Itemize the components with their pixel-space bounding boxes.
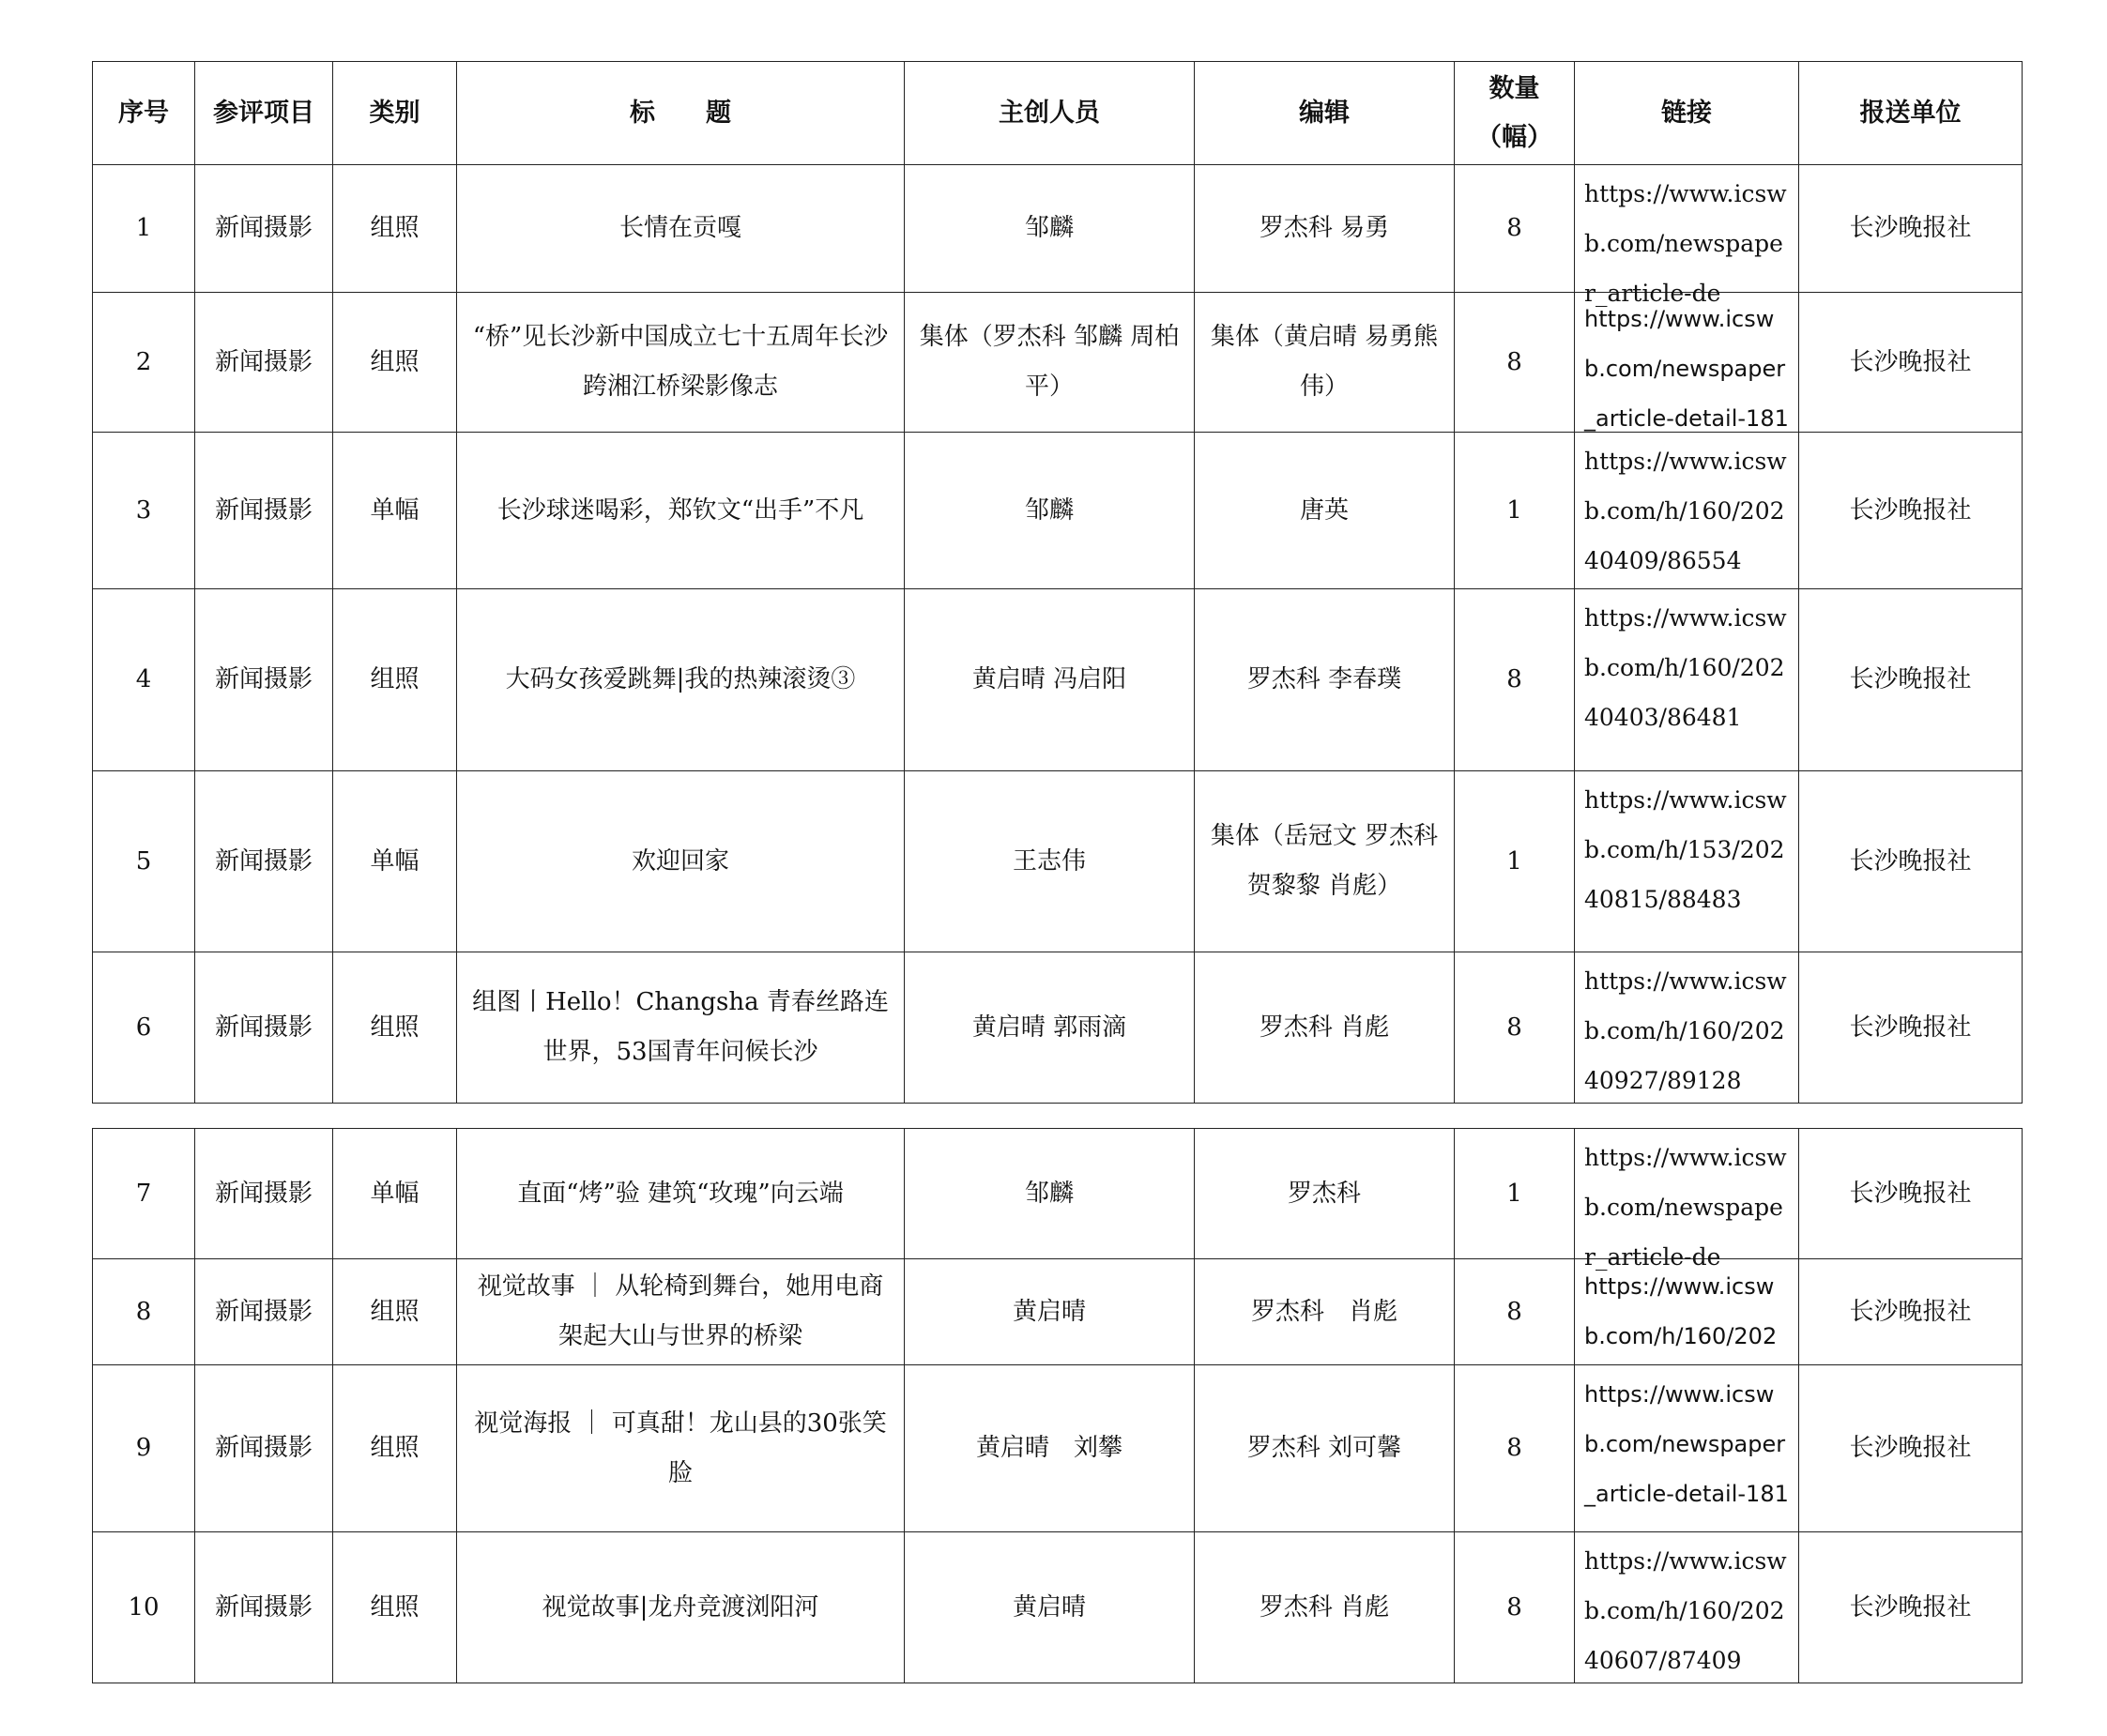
cell-category: 组照 (333, 1365, 457, 1532)
cell-title: 视觉海报 ｜ 可真甜！龙山县的30张笑脸 (457, 1365, 905, 1532)
cell-editors: 罗杰科 肖彪 (1195, 1532, 1455, 1683)
cell-link (1575, 1129, 1799, 1271)
cell-unit: 长沙晚报社 (1799, 433, 2023, 589)
cell-no: 1 (93, 165, 195, 293)
cell-link (1575, 433, 1799, 589)
awards-table-part2 (92, 1128, 2023, 1683)
header-title: 标 题 (457, 62, 905, 165)
cell-link (1575, 771, 1799, 952)
table-row (93, 1532, 2023, 1683)
table-row (93, 1129, 2023, 1259)
link-text[interactable]: https://www.icswb.com/newspaper_article-detail-181 (1584, 1380, 1789, 1507)
cell-category: 单幅 (333, 771, 457, 952)
cell-creators: 邹麟 (905, 433, 1195, 589)
cell-link (1575, 293, 1799, 433)
cell-count: 8 (1455, 589, 1575, 771)
cell-no: 10 (93, 1532, 195, 1683)
cell-count: 1 (1455, 433, 1575, 589)
cell-project: 新闻摄影 (195, 1532, 333, 1683)
cell-editors: 罗杰科 易勇 (1195, 165, 1455, 293)
table-row (93, 771, 2023, 952)
cell-title: 大码女孩爱跳舞|我的热辣滚烫③ (457, 589, 905, 771)
cell-link (1575, 1365, 1799, 1532)
cell-project: 新闻摄影 (195, 1129, 333, 1259)
cell-editors: 罗杰科 李春璞 (1195, 589, 1455, 771)
cell-unit: 长沙晚报社 (1799, 165, 2023, 293)
header-count: 数量（幅） (1455, 62, 1575, 165)
header-project: 参评项目 (195, 62, 333, 165)
cell-title: “桥”见长沙新中国成立七十五周年长沙跨湘江桥梁影像志 (457, 293, 905, 433)
cell-project: 新闻摄影 (195, 952, 333, 1104)
cell-link (1575, 1532, 1799, 1683)
cell-no: 2 (93, 293, 195, 433)
cell-unit: 长沙晚报社 (1799, 589, 2023, 771)
cell-link (1575, 952, 1799, 1104)
cell-title: 视觉故事|龙舟竞渡浏阳河 (457, 1532, 905, 1683)
cell-creators: 黄启晴 冯启阳 (905, 589, 1195, 771)
header-unit: 报送单位 (1799, 62, 2023, 165)
cell-category: 单幅 (333, 433, 457, 589)
cell-title: 长沙球迷喝彩，郑钦文“出手”不凡 (457, 433, 905, 589)
cell-editors: 罗杰科 肖彪 (1195, 1259, 1455, 1365)
link-text[interactable]: https://www.icswb.com/h/160/20240403/86481 (1584, 603, 1787, 731)
cell-category: 组照 (333, 589, 457, 771)
cell-project: 新闻摄影 (195, 433, 333, 589)
cell-project: 新闻摄影 (195, 165, 333, 293)
link-text[interactable]: https://www.icswb.com/newspaper_article-de (1584, 1143, 1787, 1271)
cell-link (1575, 589, 1799, 771)
header-creators: 主创人员 (905, 62, 1195, 165)
cell-unit: 长沙晚报社 (1799, 293, 2023, 433)
cell-project: 新闻摄影 (195, 1365, 333, 1532)
link-text[interactable]: https://www.icswb.com/newspaper_article-de (1584, 179, 1787, 307)
cell-creators: 黄启晴 刘攀 (905, 1365, 1195, 1532)
table-row (93, 1365, 2023, 1532)
cell-project: 新闻摄影 (195, 1259, 333, 1365)
cell-editors: 集体（岳冠文 罗杰科 贺黎黎 肖彪） (1195, 771, 1455, 952)
header-editors: 编辑 (1195, 62, 1455, 165)
cell-count: 1 (1455, 1129, 1575, 1259)
cell-title: 直面“烤”验 建筑“玫瑰”向云端 (457, 1129, 905, 1259)
cell-unit: 长沙晚报社 (1799, 1129, 2023, 1259)
table-row (93, 165, 2023, 293)
cell-count: 8 (1455, 1365, 1575, 1532)
cell-no: 5 (93, 771, 195, 952)
link-text[interactable]: https://www.icswb.com/h/160/20240409/86554 (1584, 447, 1787, 574)
cell-category: 组照 (333, 293, 457, 433)
cell-project: 新闻摄影 (195, 771, 333, 952)
cell-no: 7 (93, 1129, 195, 1259)
cell-category: 组照 (333, 165, 457, 293)
cell-editors: 罗杰科 肖彪 (1195, 952, 1455, 1104)
cell-creators: 黄启晴 (905, 1259, 1195, 1365)
table-row (93, 293, 2023, 433)
cell-editors: 集体（黄启晴 易勇熊伟） (1195, 293, 1455, 433)
cell-unit: 长沙晚报社 (1799, 952, 2023, 1104)
table-row (93, 433, 2023, 589)
cell-creators: 邹麟 (905, 165, 1195, 293)
table-row (93, 1259, 2023, 1365)
table-row (93, 952, 2023, 1104)
cell-category: 单幅 (333, 1129, 457, 1259)
cell-editors: 罗杰科 刘可馨 (1195, 1365, 1455, 1532)
cell-creators: 黄启晴 (905, 1532, 1195, 1683)
link-text[interactable]: https://www.icswb.com/h/160/20240607/87409 (1584, 1546, 1787, 1674)
cell-creators: 黄启晴 郭雨滴 (905, 952, 1195, 1104)
cell-link (1575, 1259, 1799, 1365)
awards-table-part1 (92, 61, 2023, 1104)
table-row (93, 589, 2023, 771)
header-no: 序号 (93, 62, 195, 165)
cell-no: 9 (93, 1365, 195, 1532)
cell-count: 8 (1455, 293, 1575, 433)
cell-category: 组照 (333, 952, 457, 1104)
cell-count: 8 (1455, 952, 1575, 1104)
cell-category: 组照 (333, 1259, 457, 1365)
cell-editors: 罗杰科 (1195, 1129, 1455, 1259)
header-link: 链接 (1575, 62, 1799, 165)
cell-editors: 唐英 (1195, 433, 1455, 589)
cell-link (1575, 165, 1799, 307)
cell-creators: 集体（罗杰科 邹麟 周柏平） (905, 293, 1195, 433)
link-text[interactable]: https://www.icswb.com/h/160/202 (1584, 1273, 1778, 1349)
link-text[interactable]: https://www.icswb.com/h/160/20240927/89128 (1584, 967, 1787, 1094)
link-text[interactable]: https://www.icswb.com/newspaper_article-detail-181 (1584, 306, 1789, 432)
cell-unit: 长沙晚报社 (1799, 771, 2023, 952)
cell-title: 视觉故事 ｜ 从轮椅到舞台，她用电商架起大山与世界的桥梁 (457, 1259, 905, 1365)
cell-project: 新闻摄影 (195, 293, 333, 433)
cell-creators: 邹麟 (905, 1129, 1195, 1259)
header-row (93, 62, 2023, 165)
cell-no: 8 (93, 1259, 195, 1365)
cell-creators: 王志伟 (905, 771, 1195, 952)
cell-title: 长情在贡嘎 (457, 165, 905, 293)
cell-project: 新闻摄影 (195, 589, 333, 771)
cell-no: 6 (93, 952, 195, 1104)
header-category: 类别 (333, 62, 457, 165)
cell-count: 8 (1455, 1532, 1575, 1683)
link-text[interactable]: https://www.icswb.com/h/153/20240815/88483 (1584, 785, 1787, 913)
cell-unit: 长沙晚报社 (1799, 1259, 2023, 1365)
cell-count: 8 (1455, 1259, 1575, 1365)
cell-unit: 长沙晚报社 (1799, 1365, 2023, 1532)
cell-no: 3 (93, 433, 195, 589)
cell-title: 组图丨Hello！Changsha 青春丝路连世界，53国青年问候长沙 (457, 952, 905, 1104)
cell-no: 4 (93, 589, 195, 771)
cell-count: 1 (1455, 771, 1575, 952)
cell-unit: 长沙晚报社 (1799, 1532, 2023, 1683)
cell-title: 欢迎回家 (457, 771, 905, 952)
cell-count: 8 (1455, 165, 1575, 293)
cell-category: 组照 (333, 1532, 457, 1683)
